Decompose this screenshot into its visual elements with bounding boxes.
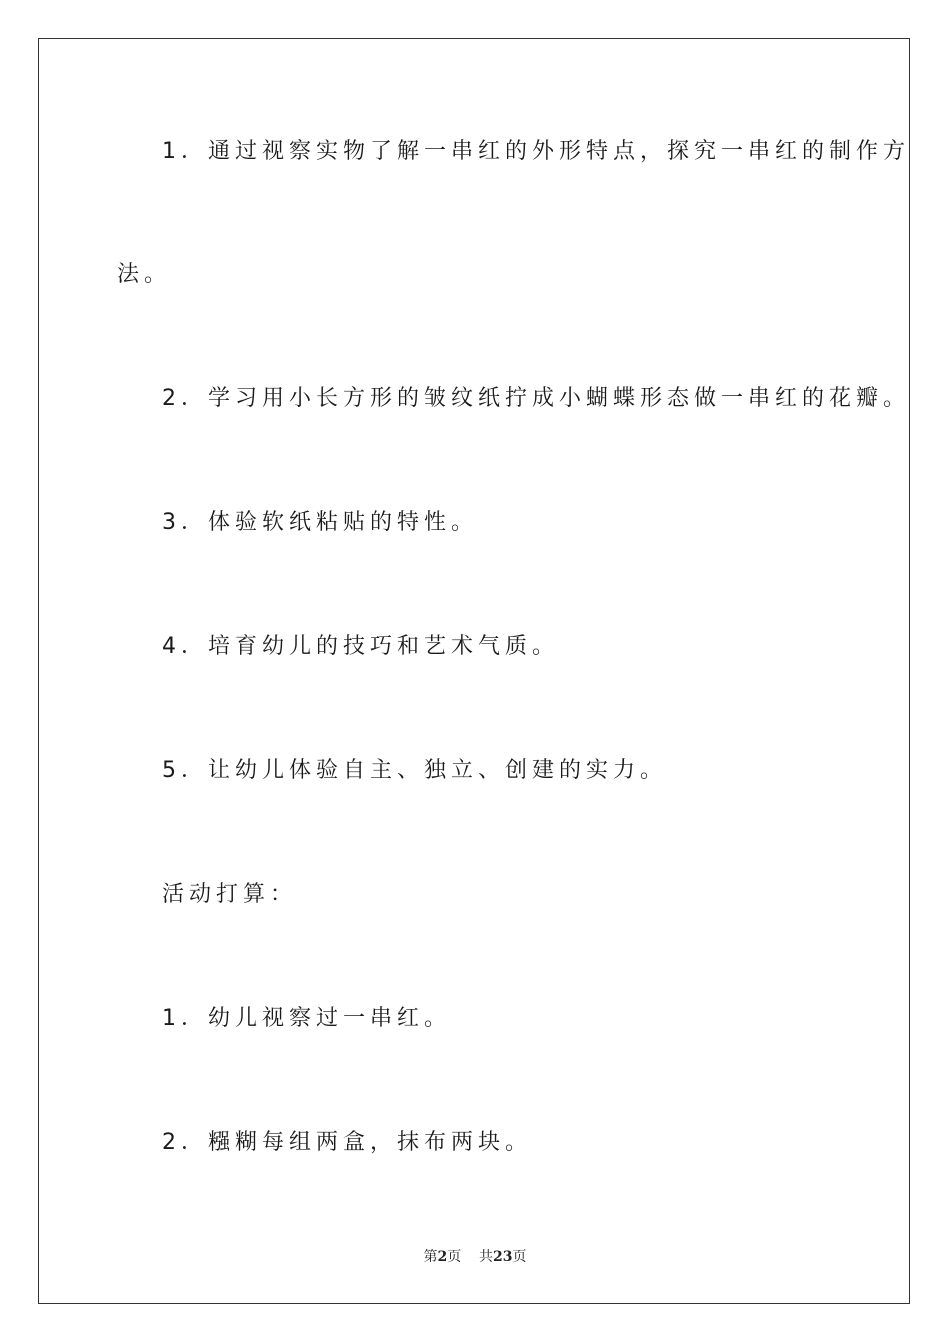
preparation-item-2: 2．糨糊每组两盒，抹布两块。 (162, 1130, 532, 1155)
preparation-item-1: 1．幼儿视察过一串红。 (162, 1006, 451, 1031)
total-prefix: 共 (479, 1249, 494, 1265)
preparation-heading: 活动打算： (162, 882, 298, 907)
page-total-number: 23 (493, 1249, 513, 1265)
objective-line-3: 3．体验软纸粘贴的特性。 (162, 510, 478, 535)
page-current-number: 2 (437, 1249, 448, 1265)
objective-line-1-continued: 法。 (117, 262, 172, 287)
page-prefix: 第 (423, 1249, 438, 1265)
objective-line-1: 1．通过视察实物了解一串红的外形特点，探究一串红的制作方 (162, 139, 910, 164)
page-suffix: 页 (447, 1249, 462, 1265)
objective-line-2: 2．学习用小长方形的皱纹纸拧成小蝴蝶形态做一串红的花瓣。 (162, 386, 910, 411)
page-border (38, 38, 910, 1304)
objective-line-5: 5．让幼儿体验自主、独立、创建的实力。 (162, 758, 667, 783)
page-footer (0, 1247, 950, 1267)
total-suffix: 页 (512, 1249, 527, 1265)
objective-line-4: 4．培育幼儿的技巧和艺术气质。 (162, 634, 559, 659)
